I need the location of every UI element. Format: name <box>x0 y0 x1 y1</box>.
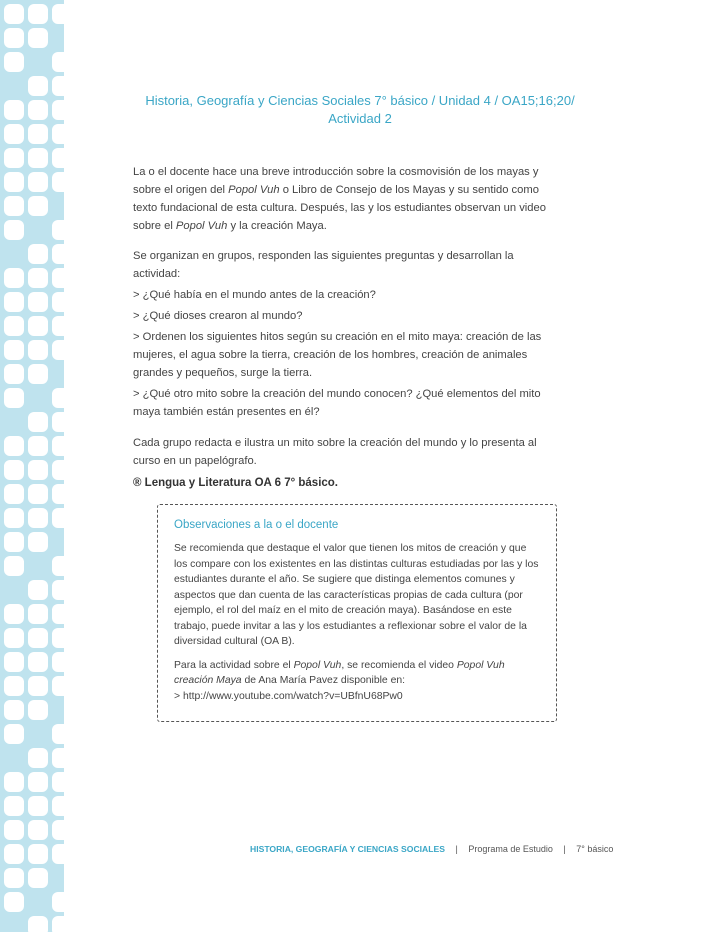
groups-section <box>133 247 558 470</box>
strip-tile <box>52 460 64 480</box>
obs-text-c: de Ana María Pavez disponible en: <box>241 675 406 686</box>
strip-tile <box>4 508 24 528</box>
strip-tile <box>52 916 64 932</box>
strip-tile <box>52 628 64 648</box>
strip-tile <box>28 652 48 672</box>
strip-tile <box>52 220 64 240</box>
strip-tile <box>52 820 64 840</box>
strip-tile <box>52 796 64 816</box>
strip-tile <box>52 148 64 168</box>
footer-program: Programa de Estudio <box>468 844 553 854</box>
strip-tile <box>4 676 24 696</box>
strip-tile <box>4 436 24 456</box>
strip-tile <box>28 844 48 864</box>
popol-vuh-title: Popol Vuh <box>228 184 280 196</box>
page-title <box>120 92 600 128</box>
strip-tile <box>52 412 64 432</box>
strip-tile <box>28 820 48 840</box>
strip-tile <box>28 340 48 360</box>
strip-tile <box>28 508 48 528</box>
strip-tile <box>52 292 64 312</box>
strip-tile <box>52 340 64 360</box>
intro-section <box>133 163 558 235</box>
video-title: Popol Vuh creación Maya <box>174 659 505 686</box>
strip-tile <box>4 100 24 120</box>
strip-tile <box>28 268 48 288</box>
strip-tile <box>52 676 64 696</box>
strip-tile <box>28 436 48 456</box>
strip-tile <box>52 124 64 144</box>
question-2: > ¿Qué dioses crearon al mundo? <box>133 310 303 322</box>
title-line-2: Actividad 2 <box>328 111 392 126</box>
strip-tile <box>28 484 48 504</box>
strip-tile <box>52 748 64 768</box>
strip-tile <box>4 556 24 576</box>
strip-tile <box>4 316 24 336</box>
strip-tile <box>4 604 24 624</box>
strip-tile <box>4 700 24 720</box>
strip-tile <box>4 196 24 216</box>
intro-text-a: La o el docente hace una breve introducción sobre la cosmovisión de los mayas y sobre el origen del <box>133 166 539 196</box>
strip-tile <box>4 628 24 648</box>
strip-tile <box>4 4 24 24</box>
footer-subject: HISTORIA, GEOGRAFÍA Y CIENCIAS SOCIALES <box>250 844 445 854</box>
strip-tile <box>4 220 24 240</box>
strip-tile <box>4 724 24 744</box>
strip-tile <box>4 52 24 72</box>
strip-tile <box>28 76 48 96</box>
decorative-side-strip <box>0 0 64 932</box>
strip-tile <box>52 52 64 72</box>
strip-tile <box>52 244 64 264</box>
strip-tile <box>4 796 24 816</box>
strip-tile <box>4 148 24 168</box>
strip-tile <box>28 100 48 120</box>
strip-tile <box>52 484 64 504</box>
strip-tile <box>4 268 24 288</box>
strip-tile <box>28 916 48 932</box>
observations-title: Observaciones a la o el docente <box>174 519 339 531</box>
strip-tile <box>28 148 48 168</box>
teacher-observations-box <box>157 504 557 722</box>
strip-tile <box>52 652 64 672</box>
obs-text-b: , se recomienda el video <box>341 659 457 671</box>
popol-vuh-title: Popol Vuh <box>293 659 342 671</box>
strip-tile <box>28 28 48 48</box>
strip-tile <box>28 700 48 720</box>
strip-tile <box>4 460 24 480</box>
strip-tile <box>52 556 64 576</box>
strip-tile <box>28 532 48 552</box>
strip-tile <box>4 388 24 408</box>
strip-tile <box>4 292 24 312</box>
strip-tile <box>28 604 48 624</box>
strip-tile <box>52 892 64 912</box>
observations-paragraph-1: Se recomienda que destaque el valor que tienen los mitos de creación y que los compare con los existentes en las distintas culturas estudiadas por las y los estudiantes durante el año. Se sugiere que distinga elementos comunes y aspectos que dan cuenta de las características propias de cada cultura (por ejemplo, el rol del maíz en el mito de creación maya). Basándose en este trabajo, puede invitar a las y los estudiantes a reflexionar sobre el valor de la diversidad cultural (OA B). <box>174 543 539 647</box>
footer-grade: 7° básico <box>576 844 614 854</box>
strip-tile <box>28 244 48 264</box>
strip-tile <box>28 4 48 24</box>
strip-tile <box>52 4 64 24</box>
strip-tile <box>28 364 48 384</box>
strip-tile <box>28 316 48 336</box>
strip-tile <box>52 436 64 456</box>
observations-paragraph-2 <box>174 658 542 689</box>
strip-tile <box>4 172 24 192</box>
strip-tile <box>28 796 48 816</box>
intro-text-c: y la creación Maya. <box>227 220 327 232</box>
strip-tile <box>28 124 48 144</box>
title-line-1: Historia, Geografía y Ciencias Sociales 7° básico / Unidad 4 / OA15;16;20/ <box>145 93 575 108</box>
strip-tile <box>28 748 48 768</box>
intro-paragraph <box>133 163 558 235</box>
strip-tile <box>52 772 64 792</box>
strip-tile <box>28 868 48 888</box>
cross-reference: ® Lengua y Literatura OA 6 7° básico. <box>133 477 339 489</box>
strip-tile <box>4 772 24 792</box>
video-link[interactable]: > http://www.youtube.com/watch?v=UBfnU68Pw0 <box>174 690 403 702</box>
strip-tile <box>52 724 64 744</box>
strip-tile <box>4 340 24 360</box>
group-task-paragraph: Cada grupo redacta e ilustra un mito sobre la creación del mundo y lo presenta al curso en un papelógrafo. <box>133 437 537 467</box>
strip-tile <box>28 628 48 648</box>
strip-tile <box>28 412 48 432</box>
strip-tile <box>28 196 48 216</box>
intro-text-b: o Libro de Consejo de los Mayas y su sentido como texto fundacional de esta cultura. Después, las y los estudiantes observan un video sobre el <box>133 184 546 232</box>
strip-tile <box>52 100 64 120</box>
strip-tile <box>52 604 64 624</box>
footer-separator: | <box>455 844 458 854</box>
strip-tile <box>4 868 24 888</box>
strip-tile <box>52 172 64 192</box>
strip-tile <box>4 892 24 912</box>
strip-tile <box>28 676 48 696</box>
strip-tile <box>4 484 24 504</box>
strip-tile <box>4 364 24 384</box>
strip-tile <box>52 316 64 336</box>
strip-tile <box>4 532 24 552</box>
strip-tile <box>52 844 64 864</box>
page-footer <box>250 844 630 854</box>
question-3: > Ordenen los siguientes hitos según su creación en el mito maya: creación de las mujeres, el agua sobre la tierra, creación de los hombres, creación de animales grandes y pequeños, surge la tierra. <box>133 331 542 379</box>
strip-tile <box>4 820 24 840</box>
question-1: > ¿Qué había en el mundo antes de la creación? <box>133 289 376 301</box>
strip-tile <box>28 460 48 480</box>
strip-tile <box>52 388 64 408</box>
strip-tile <box>28 772 48 792</box>
strip-tile <box>4 844 24 864</box>
strip-tile <box>28 292 48 312</box>
strip-tile <box>52 76 64 96</box>
strip-tile <box>4 124 24 144</box>
strip-tile <box>28 172 48 192</box>
strip-tile <box>52 268 64 288</box>
strip-tile <box>52 580 64 600</box>
strip-tile <box>4 652 24 672</box>
strip-tile <box>4 28 24 48</box>
footer-separator: | <box>563 844 566 854</box>
obs-text-a: Para la actividad sobre el <box>174 659 294 671</box>
question-4: > ¿Qué otro mito sobre la creación del mundo conocen? ¿Qué elementos del mito maya también están presentes en él? <box>133 388 541 418</box>
groups-paragraph: Se organizan en grupos, responden las siguientes preguntas y desarrollan la actividad: <box>133 250 514 280</box>
strip-tile <box>52 508 64 528</box>
popol-vuh-title: Popol Vuh <box>175 220 228 232</box>
strip-tile <box>28 580 48 600</box>
